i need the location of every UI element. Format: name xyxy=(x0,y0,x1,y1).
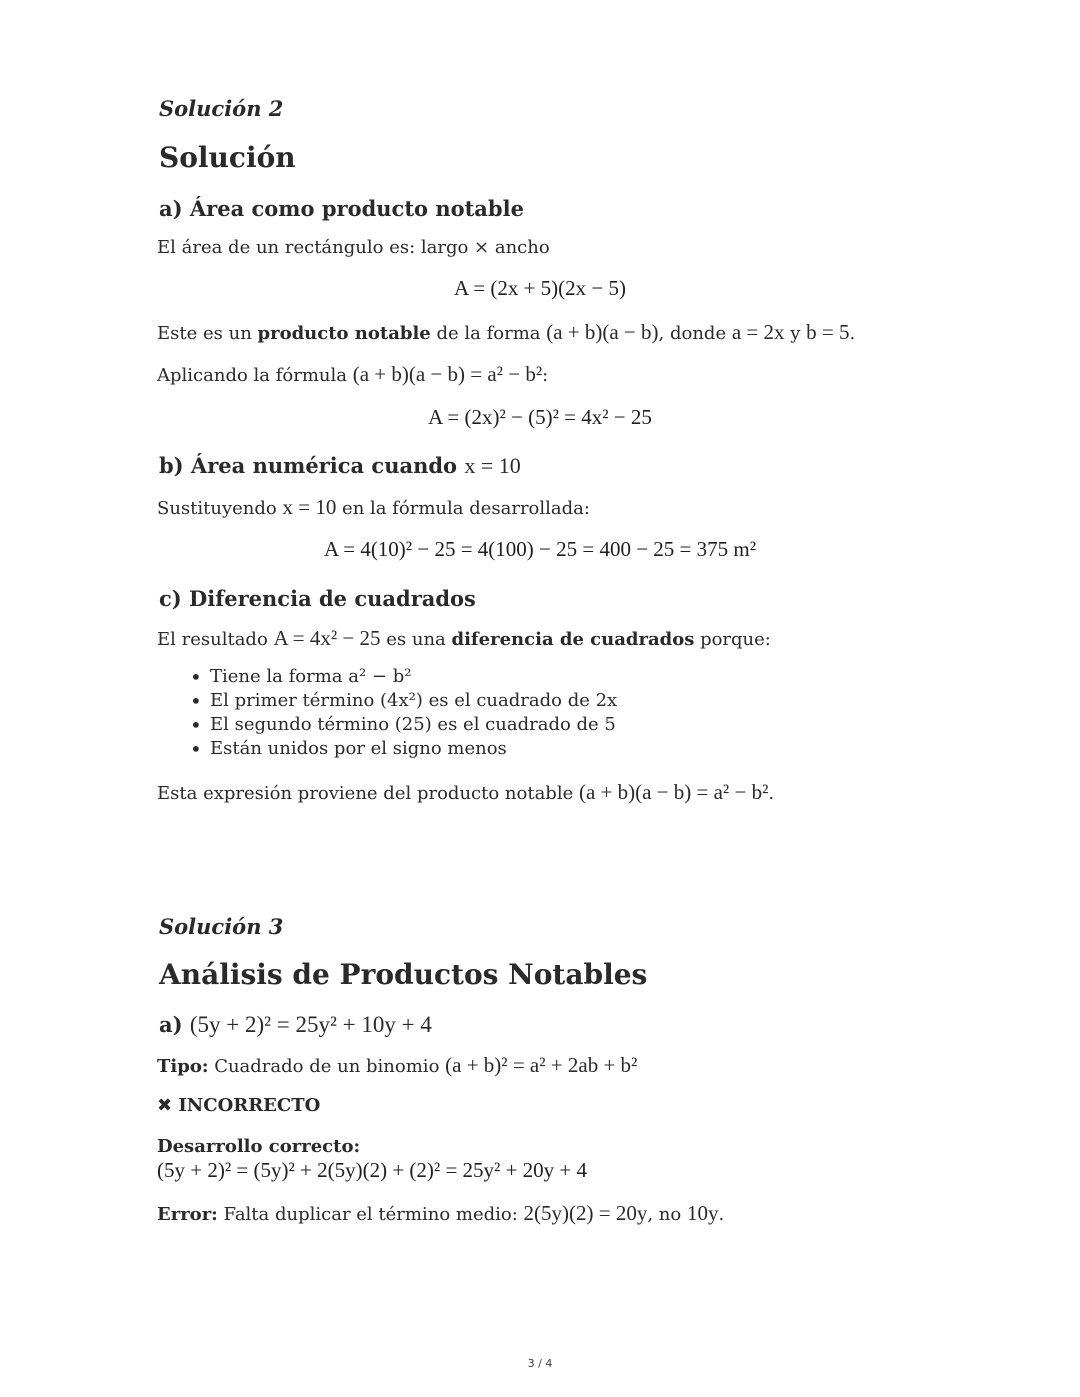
section-a-intro: El área de un rectángulo es: largo × ancho xyxy=(157,237,550,258)
closing-math: (a + b)(a − b) = a² − b² xyxy=(578,780,769,804)
text1-post: , donde xyxy=(658,323,732,344)
error-line xyxy=(157,1201,724,1226)
desarrollo-formula: (5y + 2)² = (5y)² + 2(5y)(2) + (2)² = 25y² + 20y + 4 xyxy=(157,1158,588,1182)
section-b-heading-text: b) Área numérica cuando xyxy=(159,453,465,478)
text1-math2: a = 2x xyxy=(731,320,785,344)
error-math: 2(5y)(2) = 20y xyxy=(523,1201,648,1225)
text1-pre: Este es un xyxy=(157,323,258,344)
x-mark-icon: ✖ xyxy=(157,1095,173,1116)
area-formula: A = (2x + 5)(2x − 5) xyxy=(453,276,626,300)
b-text-post: en la fórmula desarrollada: xyxy=(336,498,590,519)
solution-3-label: Solución 3 xyxy=(159,914,284,939)
text1-end: . xyxy=(849,323,856,344)
text2-math: (a + b)(a − b) = a² − b² xyxy=(352,362,543,386)
verdict-text: INCORRECTO xyxy=(178,1095,321,1116)
b-text-pre: Sustituyendo xyxy=(157,498,283,519)
bullet-list xyxy=(188,665,617,761)
section-b-heading xyxy=(159,453,521,479)
s3a-heading-prefix: a) xyxy=(159,1012,190,1037)
text1-math3: b = 5 xyxy=(806,320,850,344)
list-item: • El primer término (4x²) es el cuadrado de 2x xyxy=(188,689,617,713)
tipo-line xyxy=(157,1053,637,1078)
c-text-mid: es una xyxy=(380,629,452,650)
verdict-line xyxy=(157,1095,320,1116)
text1-bold: producto notable xyxy=(257,323,431,344)
c-text-pre: El resultado xyxy=(157,629,274,650)
expanded-formula: A = (2x)² − (5)² = 4x² − 25 xyxy=(428,405,652,429)
section-c-text xyxy=(157,626,771,651)
error-text: Falta duplicar el término medio: xyxy=(217,1204,524,1225)
c-text-bold: diferencia de cuadrados xyxy=(451,629,695,650)
section-b-text xyxy=(157,495,590,520)
text1-mid: de la forma xyxy=(430,323,547,344)
text1-y: y xyxy=(784,323,807,344)
solution-2-label: Solución 2 xyxy=(159,96,284,121)
list-item: • El segundo término (25) es el cuadrado de 5 xyxy=(188,713,617,737)
closing-pre: Esta expresión proviene del producto notable xyxy=(157,783,579,804)
section3-a-heading xyxy=(159,1012,432,1038)
error-math2: 10y xyxy=(686,1201,719,1225)
section-a-heading: a) Área como producto notable xyxy=(159,196,524,221)
b-text-math: x = 10 xyxy=(282,495,337,519)
solution-2-title: Solución xyxy=(159,141,296,174)
error-mid: , no xyxy=(647,1204,687,1225)
section-a-text1 xyxy=(157,320,855,345)
text2-pre: Aplicando la fórmula xyxy=(157,365,353,386)
c-text-math: A = 4x² − 25 xyxy=(273,626,381,650)
text1-math1: (a + b)(a − b) xyxy=(546,320,659,344)
c-text-post: porque: xyxy=(694,629,771,650)
section-a-text2 xyxy=(157,362,548,387)
tipo-label: Tipo: xyxy=(157,1056,209,1077)
list-item: • Están unidos por el signo menos xyxy=(188,737,617,761)
section-b-heading-math: x = 10 xyxy=(464,453,521,478)
text2-end: : xyxy=(542,365,549,386)
page-number: 3 / 4 xyxy=(527,1357,553,1370)
section-c-heading: c) Diferencia de cuadrados xyxy=(159,586,476,611)
error-end: . xyxy=(718,1204,725,1225)
solution-3-title: Análisis de Productos Notables xyxy=(159,958,648,991)
section-c-closing xyxy=(157,780,774,805)
numeric-area-formula: A = 4(10)² − 25 = 4(100) − 25 = 400 − 25 = 375 m² xyxy=(323,537,757,561)
error-label: Error: xyxy=(157,1204,218,1225)
list-item: • Tiene la forma a² − b² xyxy=(188,665,617,689)
closing-end: . xyxy=(768,783,775,804)
desarrollo-label: Desarrollo correcto: xyxy=(157,1136,361,1157)
tipo-text: Cuadrado de un binomio xyxy=(208,1056,446,1077)
s3a-heading-math: (5y + 2)² = 25y² + 10y + 4 xyxy=(189,1012,432,1037)
tipo-math: (a + b)² = a² + 2ab + b² xyxy=(445,1053,638,1077)
